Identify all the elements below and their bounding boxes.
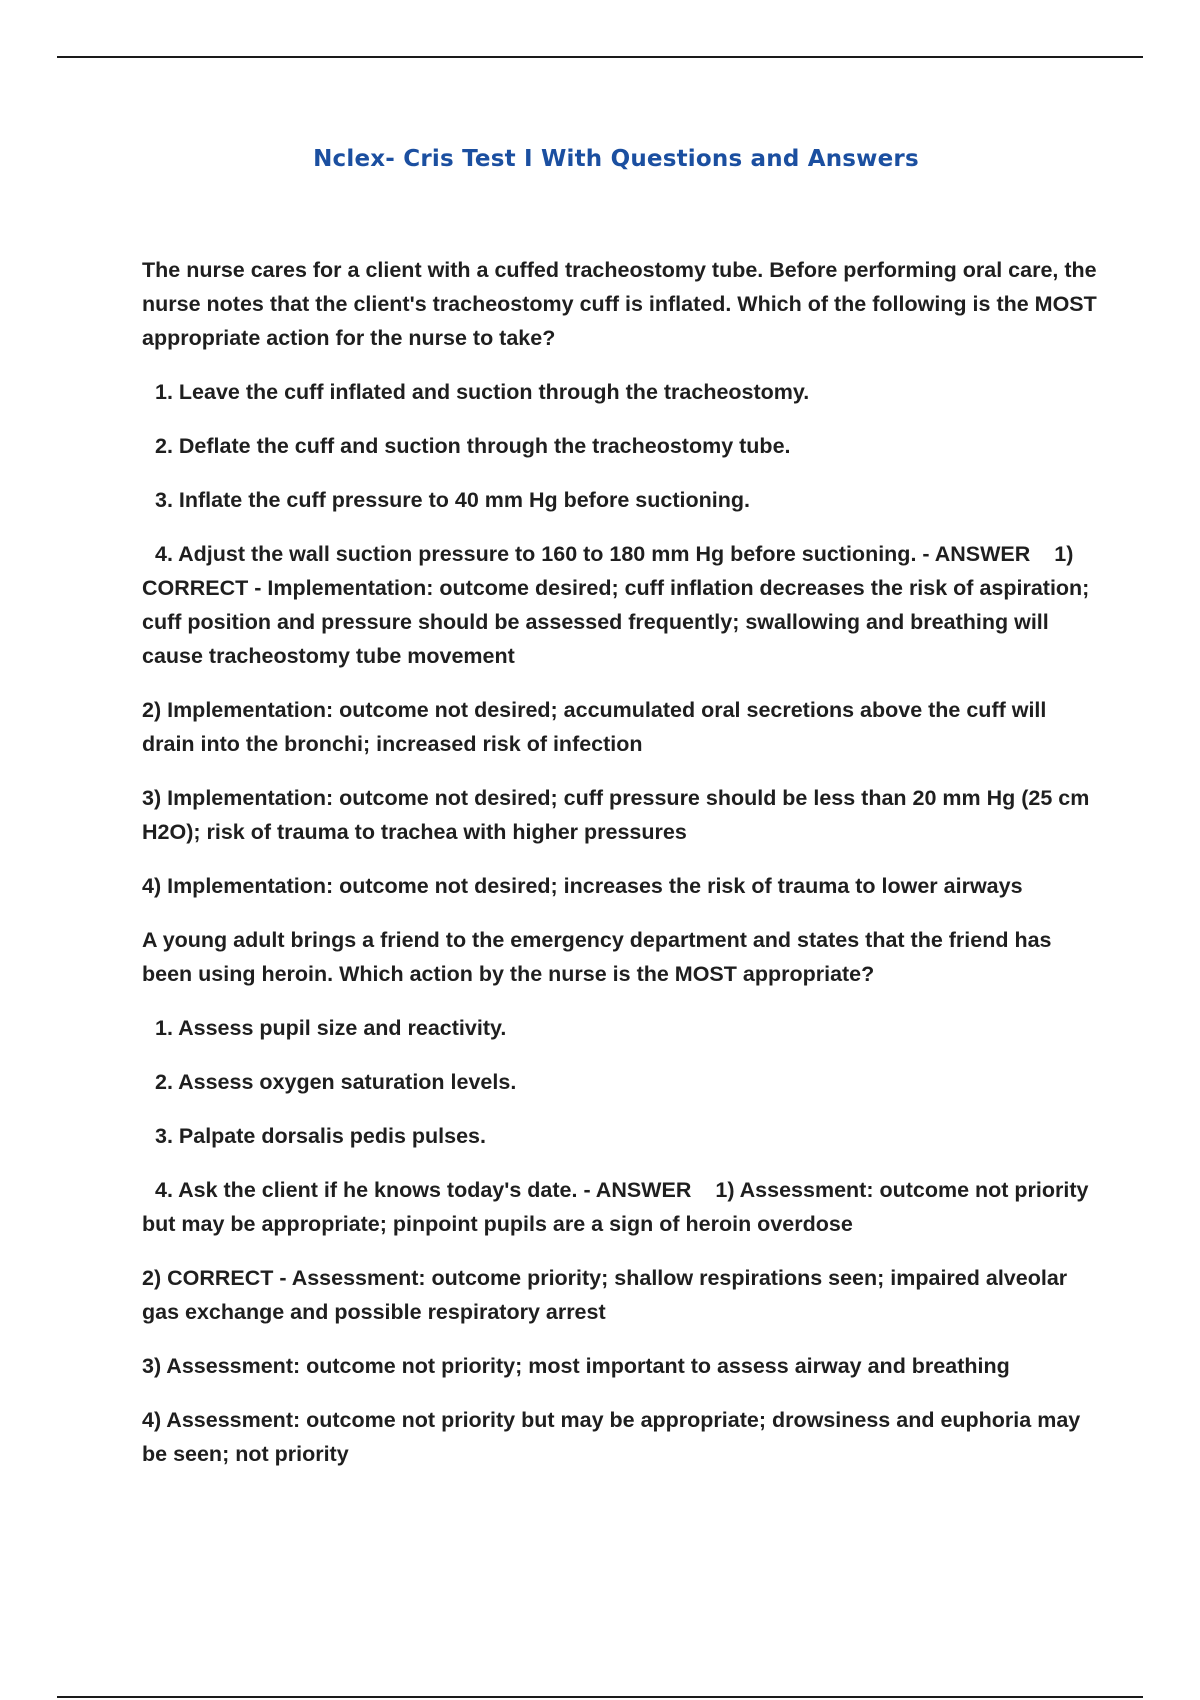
question-2-answer-explanation-2: 2) CORRECT - Assessment: outcome priority; shallow respirations seen; impaired alveolar gas exchange and possible respiratory arrest [142,1266,1068,1324]
question-2-answer-explanation-3: 3) Assessment: outcome not priority; most important to assess airway and breathing [142,1354,1010,1378]
question-1-answer-explanation-1: 1) CORRECT - Implementation: outcome desired; cuff inflation decreases the risk of aspiration; cuff position and pressure should be assessed frequently; swallowing and breathing will cause tracheostomy tube movement [142,542,1090,668]
question-2-answer-explanation-4: 4) Assessment: outcome not priority but may be appropriate; drowsiness and euphoria may be seen; not priority [142,1408,1081,1466]
question-1-option-4: 4. Adjust the wall suction pressure to 160 to 180 mm Hg before suctioning. - ANSWER [155,542,1031,566]
question-1-option-2: 2. Deflate the cuff and suction through the tracheostomy tube. [155,434,791,458]
document-title: Nclex- Cris Test I With Questions and Answers [313,146,919,172]
question-1-answer-block [142,537,1102,673]
question-2-stem: A young adult brings a friend to the emergency department and states that the friend has been using heroin. Which action by the nurse is the MOST appropriate? [142,928,1052,986]
question-1-answer-explanation-2: 2) Implementation: outcome not desired; accumulated oral secretions above the cuff will drain into the bronchi; increased risk of infection [142,698,1047,756]
question-1-option-1: 1. Leave the cuff inflated and suction through the tracheostomy. [155,380,810,404]
question-1-stem: The nurse cares for a client with a cuffed tracheostomy tube. Before performing oral care, the nurse notes that the client's tracheostomy cuff is inflated. Which of the following is the MOST appropriate action for the nurse to take? [142,258,1097,350]
question-1-answer-explanation-3: 3) Implementation: outcome not desired; cuff pressure should be less than 20 mm Hg (25 cm H2O); risk of trauma to trachea with higher pressures [142,786,1090,844]
question-1-option-3: 3. Inflate the cuff pressure to 40 mm Hg before suctioning. [155,488,750,512]
question-1-answer-explanation-4: 4) Implementation: outcome not desired; increases the risk of trauma to lower airways [142,874,1023,898]
question-2-answer-block [142,1173,1102,1241]
question-2-option-4: 4. Ask the client if he knows today's date. - ANSWER [155,1178,692,1202]
question-2-option-1: 1. Assess pupil size and reactivity. [155,1016,507,1040]
question-2-answer-explanation-1: 1) Assessment: outcome not priority but may be appropriate; pinpoint pupils are a sign of heroin overdose [142,1178,1089,1236]
question-2-option-3: 3. Palpate dorsalis pedis pulses. [155,1124,486,1148]
document-body [142,253,1102,1491]
question-2-option-2: 2. Assess oxygen saturation levels. [155,1070,517,1094]
bottom-rule [57,1696,1143,1698]
top-rule [57,56,1143,58]
